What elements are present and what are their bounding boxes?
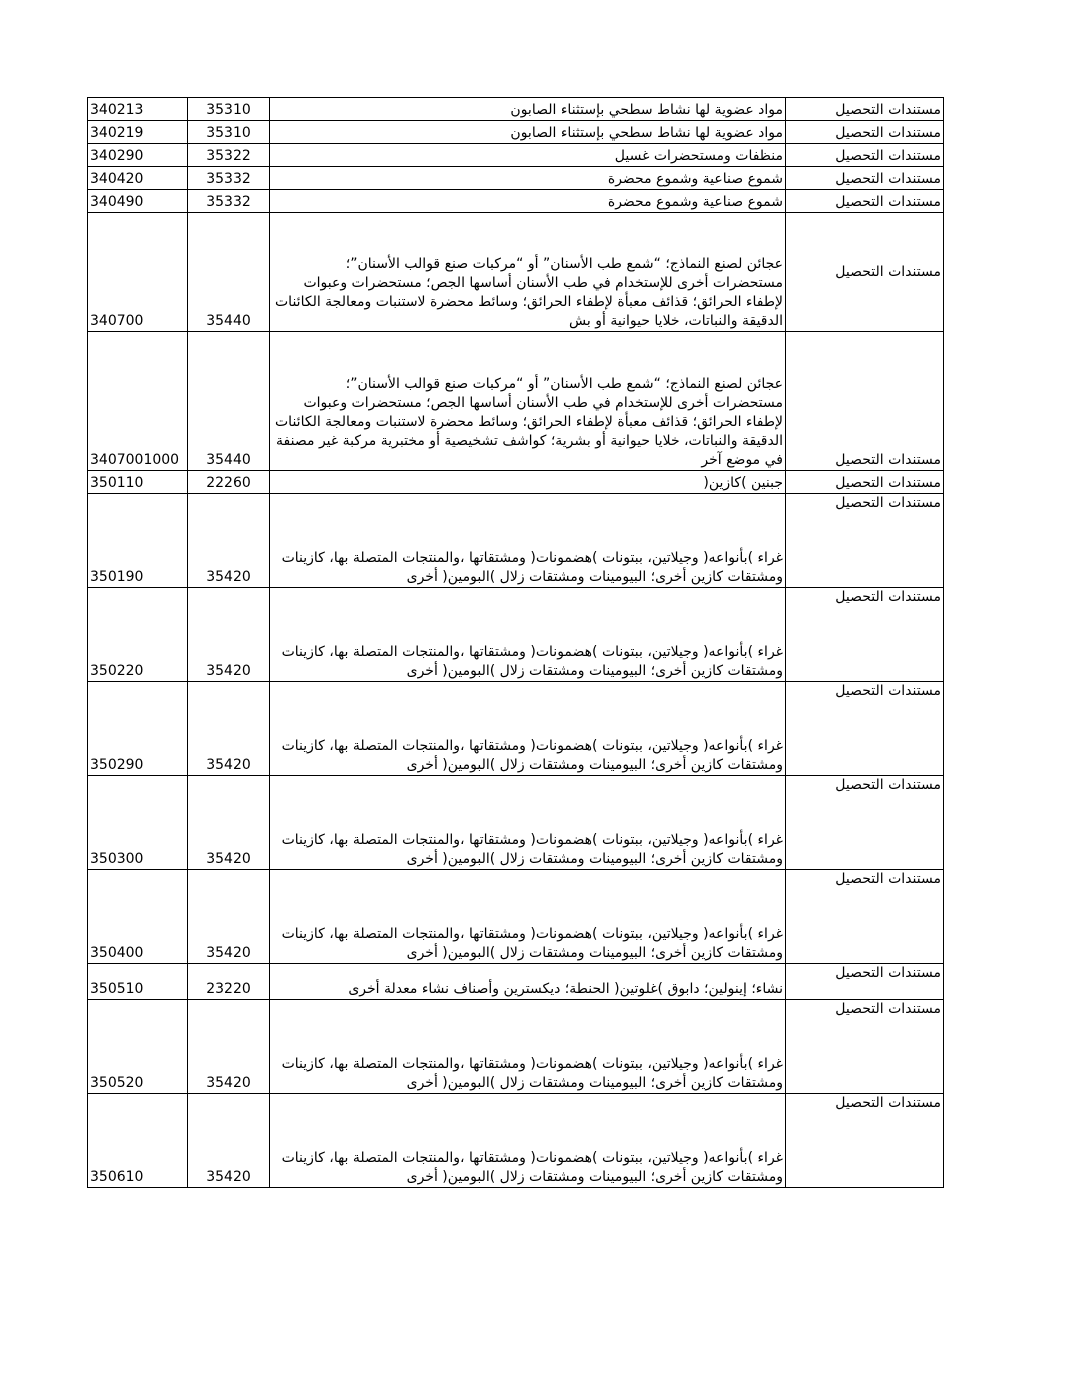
description-cell: غراء )بأنواعه( وجيلاتين، ببتونات )هضمونات( ومشتقاتها ،والمنتجات المتصلة بها، كازينات ومشتقات كازين أخرى؛ البيومينات ومشتقات زلال )البومين( أخرى [270,588,786,682]
description-cell: شموع صناعية وشموع محضرة [270,190,786,213]
description-cell: جبنين )كازين( [270,471,786,494]
description-cell: مواد عضوية لها نشاط سطحي بإستثناء الصابون [270,98,786,121]
description-cell: غراء )بأنواعه( وجيلاتين، ببتونات )هضمونات( ومشتقاتها ،والمنتجات المتصلة بها، كازينات ومشتقات كازين أخرى؛ البيومينات ومشتقات زلال )البومين( أخرى [270,776,786,870]
cpc-code-cell: 35420 [188,494,270,588]
document-type-cell: مستندات التحصيل [786,190,944,213]
hs-code-cell: 350190 [88,494,188,588]
description-cell: شموع صناعية وشموع محضرة [270,167,786,190]
tariff-table [87,97,944,1188]
table-row [88,471,944,494]
document-type-cell: مستندات التحصيل [786,588,944,682]
document-type-cell: مستندات التحصيل [786,213,944,332]
table-row [88,144,944,167]
cpc-code-cell: 23220 [188,964,270,1000]
hs-code-cell: 350290 [88,682,188,776]
hs-code-cell: 350510 [88,964,188,1000]
cpc-code-cell: 35440 [188,213,270,332]
document-type-cell: مستندات التحصيل [786,167,944,190]
table-row [88,213,944,332]
cpc-code-cell: 22260 [188,471,270,494]
table-row [88,588,944,682]
cpc-code-cell: 35420 [188,588,270,682]
description-cell: مواد عضوية لها نشاط سطحي بإستثناء الصابون [270,121,786,144]
document-type-cell: مستندات التحصيل [786,870,944,964]
cpc-code-cell: 35420 [188,776,270,870]
table-row [88,682,944,776]
cpc-code-cell: 35420 [188,1000,270,1094]
cpc-code-cell: 35440 [188,332,270,471]
cpc-code-cell: 35310 [188,121,270,144]
description-cell: غراء )بأنواعه( وجيلاتين، ببتونات )هضمونات( ومشتقاتها ،والمنتجات المتصلة بها، كازينات ومشتقات كازين أخرى؛ البيومينات ومشتقات زلال )البومين( أخرى [270,1000,786,1094]
description-cell: عجائن لصنع النماذج؛ “شمع طب الأسنان” أو “مركبات صنع قوالب الأسنان”؛ مستحضرات أخرى للإستخدام في طب الأسنان أساسها الجص؛ مستحضرات وعبوات لإطفاء الحرائق؛ قذائف معبأة لإطفاء الحرائق؛ وسائط محضرة لاستنبات ومعالجة الكائنات الدقيقة والنباتات، خلايا حيوانية أو بش [270,213,786,332]
cpc-code-cell: 35420 [188,1094,270,1188]
table-row [88,1094,944,1188]
hs-code-cell: 3407001000 [88,332,188,471]
document-type-cell: مستندات التحصيل [786,332,944,471]
table-row [88,494,944,588]
hs-code-cell: 340490 [88,190,188,213]
table-row [88,870,944,964]
document-type-cell: مستندات التحصيل [786,494,944,588]
description-cell: عجائن لصنع النماذج؛ “شمع طب الأسنان” أو “مركبات صنع قوالب الأسنان”؛ مستحضرات أخرى للإستخدام في طب الأسنان أساسها الجص؛ مستحضرات وعبوات لإطفاء الحرائق؛ قذائف معبأة لإطفاء الحرائق؛ وسائط محضرة لاستنبات ومعالجة الكائنات الدقيقة والنباتات، خلايا حيوانية أو بشرية؛ كواشف تشخيصية أو مختبرية مركبة غير مصنفة في موضع آخر [270,332,786,471]
document-type-cell: مستندات التحصيل [786,1000,944,1094]
document-type-cell: مستندات التحصيل [786,144,944,167]
table-row [88,121,944,144]
table-row [88,332,944,471]
hs-code-cell: 350300 [88,776,188,870]
hs-code-cell: 350220 [88,588,188,682]
hs-code-cell: 350400 [88,870,188,964]
table-row [88,167,944,190]
table-row [88,776,944,870]
table-row [88,190,944,213]
table-row [88,98,944,121]
document-type-cell: مستندات التحصيل [786,964,944,1000]
hs-code-cell: 340290 [88,144,188,167]
hs-code-cell: 340219 [88,121,188,144]
hs-code-cell: 340700 [88,213,188,332]
hs-code-cell: 350110 [88,471,188,494]
table-row [88,964,944,1000]
document-type-cell: مستندات التحصيل [786,1094,944,1188]
description-cell: غراء )بأنواعه( وجيلاتين، ببتونات )هضمونات( ومشتقاتها ،والمنتجات المتصلة بها، كازينات ومشتقات كازين أخرى؛ البيومينات ومشتقات زلال )البومين( أخرى [270,1094,786,1188]
document-type-cell: مستندات التحصيل [786,471,944,494]
hs-code-cell: 340420 [88,167,188,190]
cpc-code-cell: 35420 [188,870,270,964]
description-cell: غراء )بأنواعه( وجيلاتين، ببتونات )هضمونات( ومشتقاتها ،والمنتجات المتصلة بها، كازينات ومشتقات كازين أخرى؛ البيومينات ومشتقات زلال )البومين( أخرى [270,870,786,964]
document-type-cell: مستندات التحصيل [786,682,944,776]
cpc-code-cell: 35322 [188,144,270,167]
cpc-code-cell: 35332 [188,190,270,213]
description-cell: غراء )بأنواعه( وجيلاتين، ببتونات )هضمونات( ومشتقاتها ،والمنتجات المتصلة بها، كازينات ومشتقات كازين أخرى؛ البيومينات ومشتقات زلال )البومين( أخرى [270,494,786,588]
description-cell: غراء )بأنواعه( وجيلاتين، ببتونات )هضمونات( ومشتقاتها ،والمنتجات المتصلة بها، كازينات ومشتقات كازين أخرى؛ البيومينات ومشتقات زلال )البومين( أخرى [270,682,786,776]
table-row [88,1000,944,1094]
document-type-cell: مستندات التحصيل [786,98,944,121]
description-cell: منظفات ومستحضرات غسيل [270,144,786,167]
hs-code-cell: 350520 [88,1000,188,1094]
cpc-code-cell: 35310 [188,98,270,121]
hs-code-cell: 340213 [88,98,188,121]
cpc-code-cell: 35420 [188,682,270,776]
hs-code-cell: 350610 [88,1094,188,1188]
cpc-code-cell: 35332 [188,167,270,190]
document-type-cell: مستندات التحصيل [786,121,944,144]
description-cell: نشاء؛ إينولين؛ دابوق )غلوتين( الحنطة؛ ديكسترين وأصناف نشاء معدلة أخرى [270,964,786,1000]
document-type-cell: مستندات التحصيل [786,776,944,870]
